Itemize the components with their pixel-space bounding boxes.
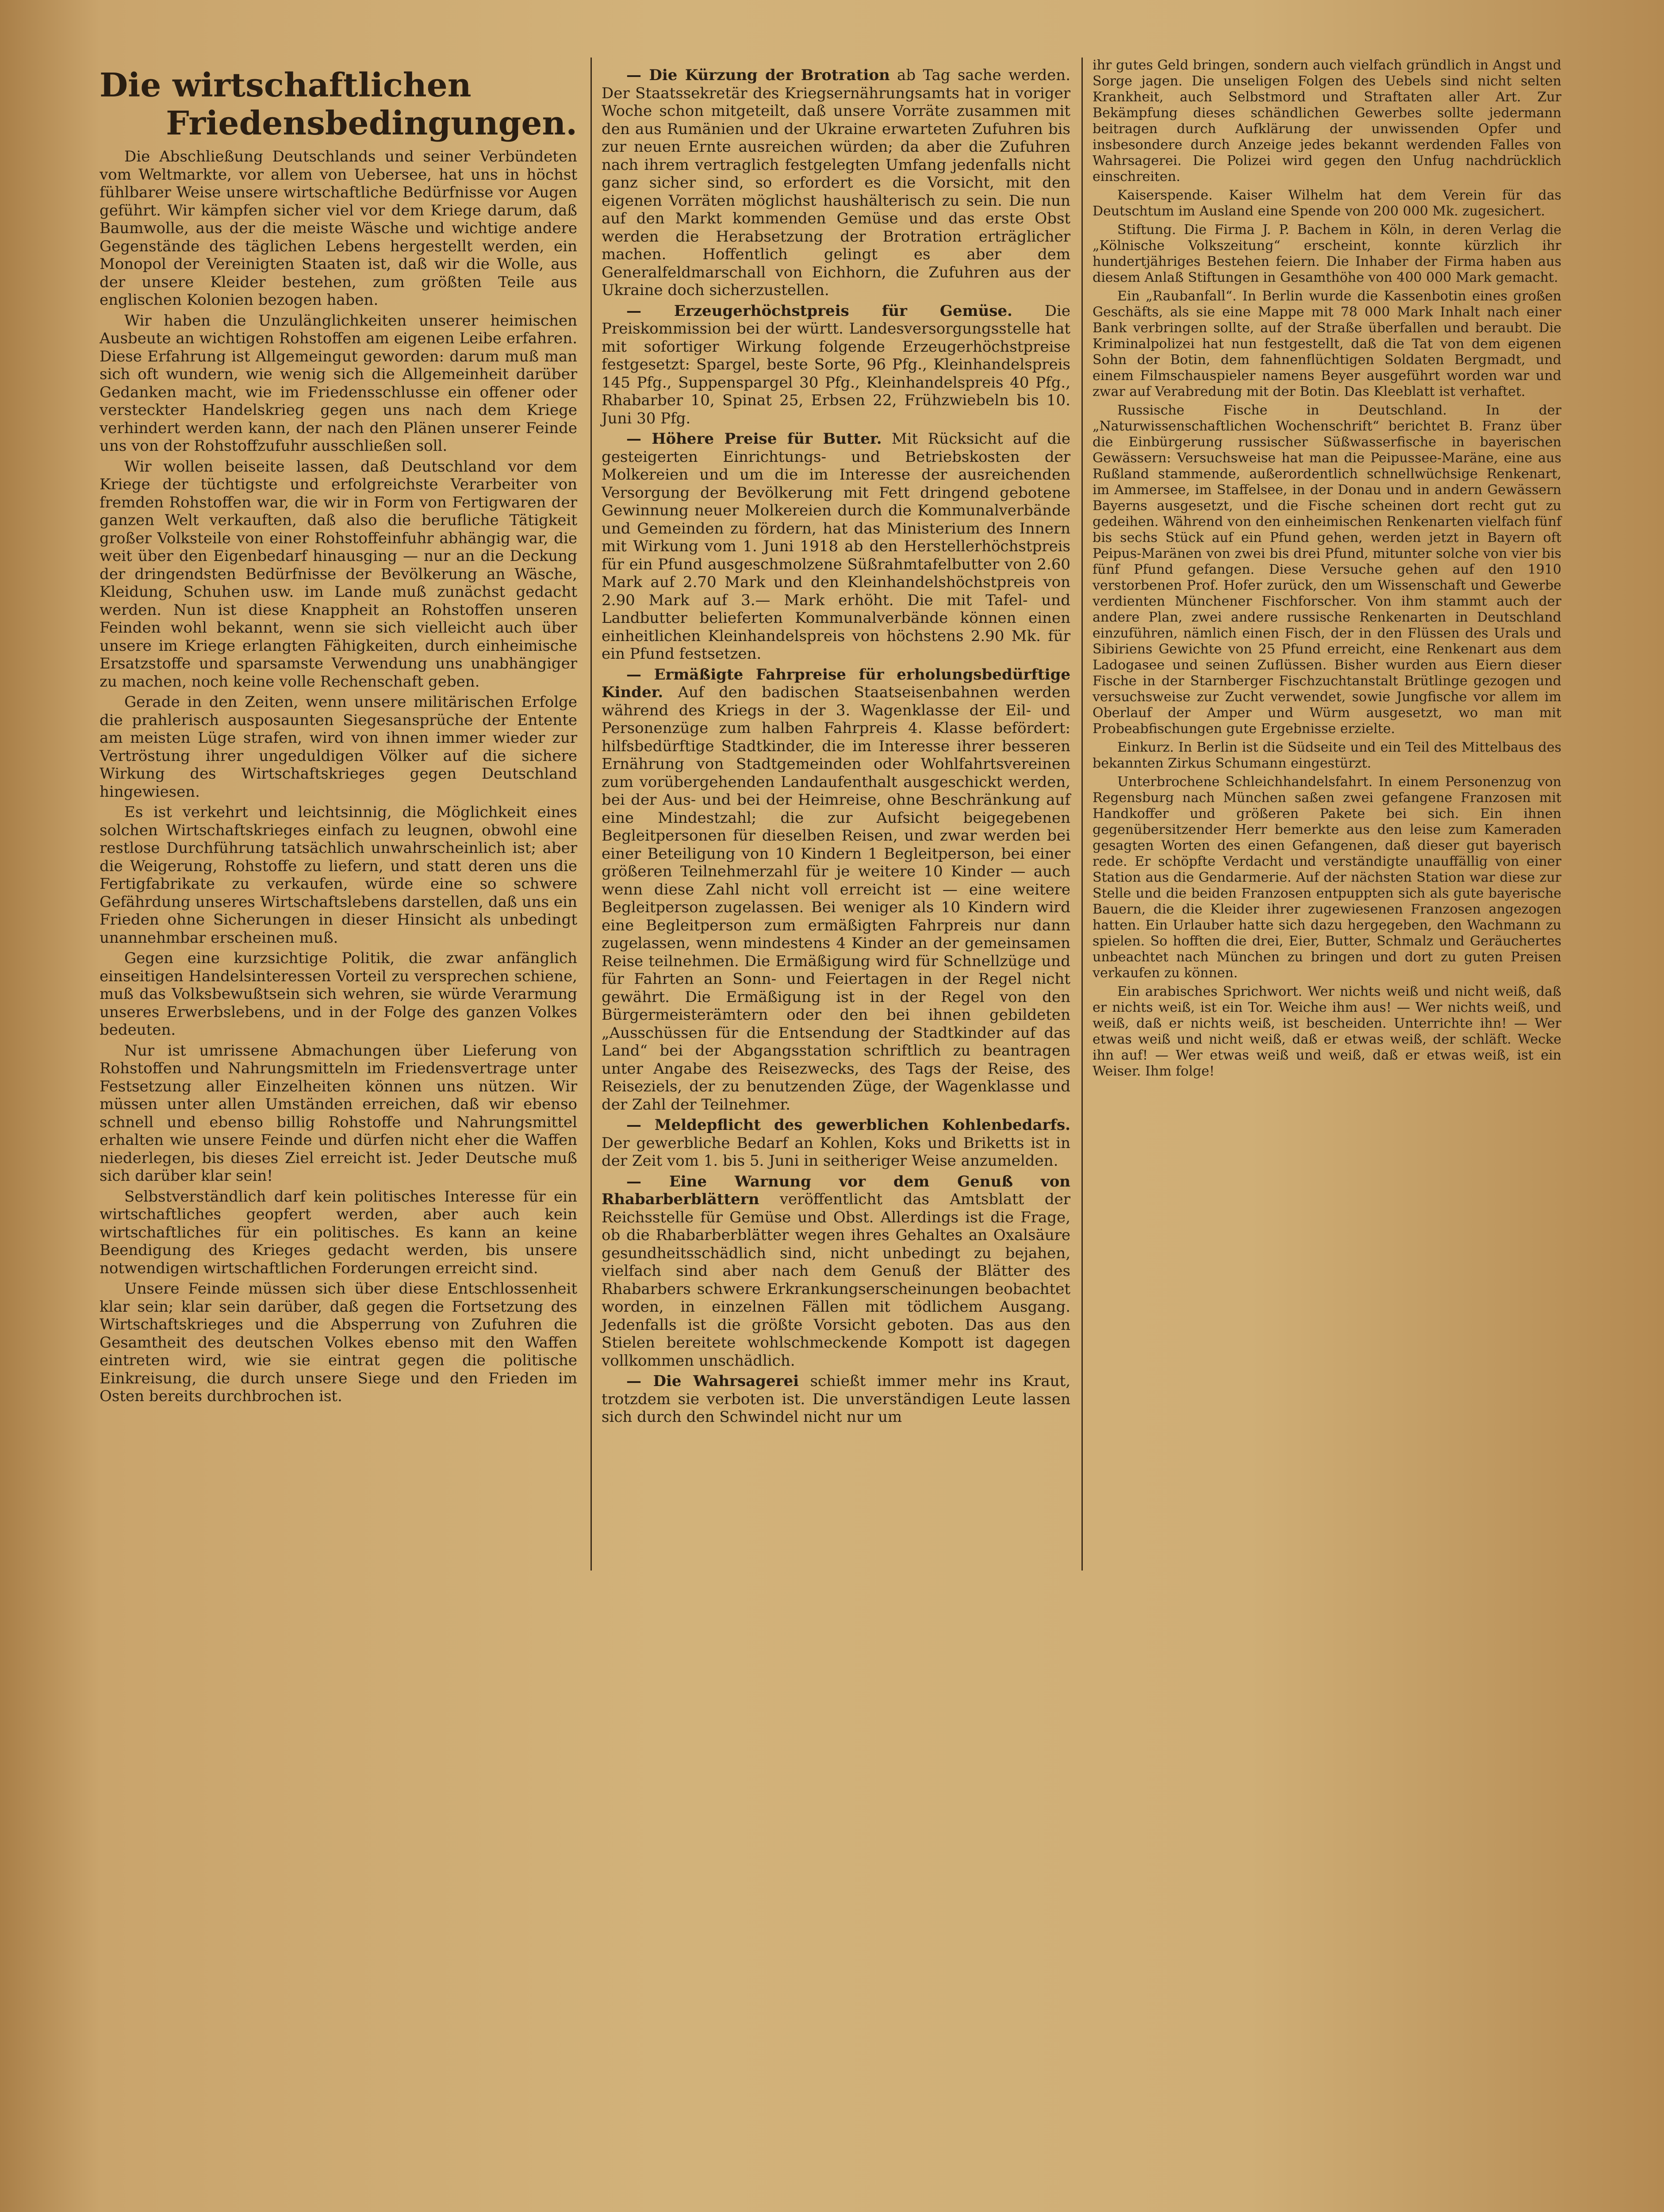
news-heading: — Erzeugerhöchstpreis für Gemüse. <box>626 302 1012 320</box>
local-news-column <box>602 66 1070 1566</box>
news-text: Der gewerbliche Bedarf an Kohlen, Koks und Briketts ist in der Zeit vom 1. bis 5. Juni in seitheriger Weise anzumelden. <box>602 1134 1070 1170</box>
paragraph: Stiftung. Die Firma J. P. Bachem in Köln, in deren Verlag die „Kölnische Volkszeitung“ erscheint, konnte kürzlich ihr hundertjähriges Bestehen feiern. Die Inhaber der Firma haben aus diesem Anlaß Stiftungen in Gesamthöhe von 400 000 Mark gemacht. <box>1093 222 1561 285</box>
title-line-2: Friedensbedingungen. <box>166 104 577 142</box>
miscellany-column <box>1093 58 1561 1079</box>
news-text: ab Tag sache werden. Der Staatssekretär des Kriegsernährungsamts hat in voriger Woche schon mitgeteilt, daß unsere Vorräte zusammen mit den aus Rumänien und der Ukraine erwarteten Zufuhren bis zur neuen Ernte ausreichen würden; da aber die Zufuhren nach ihrem vertraglich festgelegten Umfang jedenfalls nicht ganz sicher sind, so erfordert es die Vorsicht, mit den eigenen Vorräten möglichst haushälterisch zu sein. Die nun auf den Markt kommenden Gemüse und das erste Obst werden die Herabsetzung der Brotration erträglicher machen. Hoffentlich gelingt es aber dem Generalfeldmarschall von Eichhorn, die Zufuhren aus der Ukraine doch sicherzustellen. <box>602 66 1070 299</box>
news-item <box>602 1372 1070 1426</box>
news-heading: — Die Kürzung der Brotration <box>626 66 890 84</box>
paragraph: Russische Fische in Deutschland. In der „Naturwissenschaftlichen Wochenschrift“ berichtet B. Franz über die Einbürgerung russischer Süßwasserfische in bayerischen Gewässern: Versuchsweise hat man die Peipussee-Maräne, eine aus Rußland stammende, außerordentlich schnellwüchsige Renkenart, im Ammersee, im Staffelsee, in der Donau und in andern Gewässern Bayerns ausgesetzt, und die Fische scheinen dort recht gut zu gedeihen. Während von den einheimischen Renkenarten vielfach fünf bis sechs Stück auf ein Pfund gehen, werden jetzt in Bayern oft Peipus-Maränen von zwei bis drei Pfund, mitunter solche von vier bis fünf Pfund gefangen. Diese Versuche gehen auf den 1910 verstorbenen Prof. Hofer zurück, den um Wissenschaft und Gewerbe verdienten Münchener Fischforscher. Von ihm stammt auch der andere Plan, zwei andere russische Renkenarten in Deutschland einzuführen, nämlich einen Fisch, der in den Flüssen des Urals und Sibiriens Gewichte von 25 Pfund erreicht, eine Renkenart aus dem Ladogasee und seinen Zuflüssen. Bisher wurden aus Eiern dieser Fische in der Starnberger Fischzuchtanstalt Brütlinge gezogen und versuchsweise zur Zucht verwendet, sowie Jungfische vor allem im Oberlauf der Amper und Würm ausgesetzt, wo man mit Probeabfischungen gute Ergebnisse erzielte. <box>1093 403 1561 737</box>
article-wirtschaftliche-friedensbedingungen <box>100 66 577 1566</box>
news-item <box>602 1173 1070 1370</box>
paragraph: Selbstverständlich darf kein politisches Interesse für ein wirtschaftliches geopfert werden, aber auch kein wirtschaftliches für ein politisches. Es kann an keine Beendigung des Krieges gedacht werden, bis unsere notwendigen wirtschaftlichen Forderungen erreicht sind. <box>100 1187 577 1277</box>
paragraph: Gegen eine kurzsichtige Politik, die zwar anfänglich einseitigen Handelsinteressen Vorteil zu versprechen schiene, muß das Volksbewußtsein sich wehren, sie würde Verarmung unseres Erwerbslebens, und in der Folge des ganzen Volkes bedeuten. <box>100 949 577 1039</box>
paragraph: Wir wollen beiseite lassen, daß Deutschland vor dem Kriege der tüchtigste und erfolgreichste Verarbeiter von fremden Rohstoffen war, die wir in Form von Fertigwaren der ganzen Welt verkauften, daß also die berufliche Tätigkeit großer Volksteile von einer Rohstoffeinfuhr abhängig war, die weit über den Eigenbedarf hinausging — nur an die Deckung der dringendsten Bedürfnisse der Bevölkerung an Wäsche, Kleidung, Schuhen usw. im Lande muß zunächst gedacht werden. Nun ist diese Knappheit an Rohstoffen unseren Feinden wohl bekannt, wenn sie sich vielleicht auch über unsere im Kriege erlangten Fähigkeiten, durch einheimische Ersatzstoffe und sparsamste Verwendung uns unabhängiger zu machen, noch keine volle Rechenschaft geben. <box>100 457 577 691</box>
paragraph: Unterbrochene Schleichhandelsfahrt. In einem Personenzug von Regensburg nach München saßen zwei gefangene Franzosen mit Handkoffer und größeren Pakete bei sich. Ein ihnen gegenübersitzender Herr bemerkte aus den leise zum Kameraden gesagten Worten des einen Gefangenen, daß dieser gut bayerisch rede. Er schöpfte Verdacht und verständigte unauffällig von einer Station aus die Gendarmerie. Auf der nächsten Station war diese zur Stelle und die beiden Franzosen entpuppten sich als gute bayerische Bauern, die die Kleider ihrer zugewiesenen Franzosen angezogen hatten. Ein Urlauber hatte sich dazu hergegeben, den Wachmann zu spielen. So hofften die drei, Eier, Butter, Schmalz und Geräuchertes unbeachtet nach München zu bringen und dort zu guten Preisen verkaufen zu können. <box>1093 774 1561 981</box>
news-heading: — Ermäßigte Fahrpreise für erholungsbedürftige Kinder. <box>602 665 1070 701</box>
column-divider <box>1081 58 1083 1571</box>
article-title <box>100 66 577 142</box>
news-text: veröffentlicht das Amtsblatt der Reichsstelle für Gemüse und Obst. Allerdings ist die Frage, ob die Rhabarberblätter wegen ihres Gehaltes an Oxalsäure gesundheitsschädlich sind, nicht unbedingt zu bejahen, vielfach sind aber nach dem Genuß der Blätter des Rhabarbers schwere Erkrankungserscheinungen beobachtet worden, in einzelnen Fällen mit tödlichem Ausgang. Jedenfalls ist die größte Vorsicht geboten. Das aus den Stielen bereitete wohlschmeckende Kompott ist dagegen vollkommen unschädlich. <box>602 1190 1070 1370</box>
paragraph: ihr gutes Geld bringen, sondern auch vielfach gründlich in Angst und Sorge jagen. Die unseligen Folgen des Uebels sind nicht selten Krankheit, auch Selbstmord und Straftaten aller Art. Zur Bekämpfung dieses schändlichen Gewerbes sollte jedermann beitragen durch Aufklärung der unwissenden Opfer und insbesondere durch Anzeige jedes bekannt werdenden Falles von Wahrsagerei. Die Polizei wird gegen den Unfug nachdrücklich einschreiten. <box>1093 58 1561 184</box>
paragraph: Unsere Feinde müssen sich über diese Entschlossenheit klar sein; klar sein darüber, daß gegen die Fortsetzung des Wirtschaftskrieges und die Absperrung von Zufuhren die Gesamtheit des deutschen Volkes ebenso mit den Waffen eintreten wird, wie sie eintrat gegen die politische Einkreisung, die durch unsere Siege und den Frieden im Osten bereits durchbrochen ist. <box>100 1280 577 1405</box>
news-text: Mit Rücksicht auf die gesteigerten Einrichtungs- und Betriebskosten der Molkereien und um die im Interesse der ausreichenden Versorgung der Bevölkerung mit Fett dringend gebotene Gewinnung neuer Molkereien durch die Kommunalverbände und Gemeinden zu fördern, hat das Ministerium des Innern mit Wirkung vom 1. Juni 1918 ab den Herstellerhöchstpreis für ein Pfund ausgeschmolzene Süßrahmtafelbutter von 2.60 Mark auf 2.70 Mark und den Kleinhandelshöchstpreis von 2.90 Mark auf 3.— Mark erhöht. Die mit Tafel- und Landbutter belieferten Kommunalverbände können einen einheitlichen Kleinhandelspreis von höchstens 2.90 Mk. für ein Pfund festsetzen. <box>602 430 1070 663</box>
paragraph: Ein „Raubanfall“. In Berlin wurde die Kassenbotin eines großen Geschäfts, als sie eine Mappe mit 78 000 Mark Inhalt nach einer Bank verbringen sollte, auf der Straße überfallen und beraubt. Die Kriminalpolizei hat nun festgestellt, daß die Tat von dem eigenen Sohn der Botin, dem fahnenflüchtigen Soldaten Bergmadt, und einem Filmschauspieler namens Beyer ausgeführt worden war und zwar auf Verabredung mit der Botin. Das Kleeblatt ist verhaftet. <box>1093 288 1561 399</box>
paragraph: Wir haben die Unzulänglichkeiten unserer heimischen Ausbeute an wichtigen Rohstoffen am eigenen Leibe erfahren. Diese Erfahrung ist Allgemeingut geworden: darum muß man sich oft wundern, wie wenig sich die Allgemeinheit darüber Gedanken macht, wie im Friedensschlusse ein offener oder versteckter Handelskrieg gegen uns nach dem Kriege verhindert werden kann, der nach den Plänen unserer Feinde uns von der Rohstoffzufuhr ausschließen soll. <box>100 311 577 455</box>
news-heading: — Höhere Preise für Butter. <box>626 430 882 448</box>
news-heading: — Meldepflicht des gewerblichen Kohlenbedarfs. <box>626 1116 1070 1134</box>
paragraph: Nur ist umrissene Abmachungen über Lieferung von Rohstoffen und Nahrungsmitteln im Friedensvertrage unter Festsetzung aller Einzelheiten können uns nützen. Wir müssen unter allen Umständen erreichen, daß wir ebenso schnell und ebenso billig Rohstoffe und Nahrungsmittel erhalten wie unsere Feinde und dürfen nicht eher die Waffen niederlegen, bis dieses Ziel erreicht ist. Jeder Deutsche muß sich darüber klar sein! <box>100 1041 577 1185</box>
news-item <box>602 66 1070 300</box>
paragraph: Die Abschließung Deutschlands und seiner Verbündeten vom Weltmarkte, vor allem von Uebersee, hat uns in höchst fühlbarer Weise unsere wirtschaftliche Bedürfnisse vor Augen geführt. Wir kämpfen sicher viel vor dem Kriege darum, daß Baumwolle, aus der die meiste Wäsche und wichtige andere Gegenstände des täglichen Lebens hergestellt werden, ein Monopol der Vereinigten Staaten ist, daß wir die Wolle, aus der unsere Kleider bestehen, zum größten Teile aus englischen Kolonien bezogen haben. <box>100 148 577 309</box>
news-text: Auf den badischen Staatseisenbahnen werden während des Kriegs in der 3. Wagenklasse der Eil- und Personenzüge zum halben Fahrpreis 4. Klasse befördert: hilfsbedürftige Stadtkinder, die im Interesse ihrer besseren Ernährung von Stadtgemeinden oder Wohlfahrtsvereinen zum vorübergehenden Landaufenthalt ausgeschickt werden, bei der Aus- und bei der Heimreise, ohne Beschränkung auf eine Mindestzahl; die zur Aufsicht beigegebenen Begleitpersonen für dieselben Reisen, und zwar werden bei einer Beteiligung von 10 Kindern 1 Begleitperson, bei einer größeren Teilnehmerzahl für je weitere 10 Kinder — auch wenn diese Zahl nicht voll erreicht ist — eine weitere Begleitperson zugelassen. Bei weniger als 10 Kindern wird eine Begleitperson zum ermäßigten Fahrpreis nur dann zugelassen, wenn mindestens 4 Kinder an der gemeinsamen Reise teilnehmen. Die Ermäßigung wird für Schnellzüge und für Fahrten an Sonn- und Feiertagen in der Regel nicht gewährt. Die Ermäßigung ist in der Regel von den Bürgermeisterämtern oder den bei ihnen gebildeten „Ausschüssen für die Entsendung der Stadtkinder auf das Land“ bei der Abgangsstation schriftlich zu beantragen unter Angabe des Reisezwecks, des Tags der Reise, des Reiseziels, der zu benutzenden Züge, der Wagenklasse und der Zahl der Teilnehmer. <box>602 684 1070 1114</box>
news-item <box>602 666 1070 1114</box>
news-heading: — Eine Warnung vor dem Genuß von Rhabarberblättern <box>602 1172 1070 1208</box>
paragraph: Ein arabisches Sprichwort. Wer nichts weiß und nicht weiß, daß er nichts weiß, ist ein Tor. Weiche ihm aus! — Wer nichts weiß, und weiß, daß er nichts weiß, ist bescheiden. Unterrichte ihn! — Wer etwas weiß und nicht weiß, daß er etwas weiß, der schläft. Wecke ihn auf! — Wer etwas weiß und weiß, daß er etwas weiß, ist ein Weiser. Ihm folge! <box>1093 984 1561 1079</box>
news-item <box>602 1116 1070 1170</box>
paragraph: Einkurz. In Berlin ist die Südseite und ein Teil des Mittelbaus des bekannten Zirkus Schumann eingestürzt. <box>1093 740 1561 771</box>
news-text: schießt immer mehr ins Kraut, trotzdem sie verboten ist. Die unverständigen Leute lassen sich durch den Schwindel nicht nur um <box>602 1372 1070 1426</box>
paragraph: Es ist verkehrt und leichtsinnig, die Möglichkeit eines solchen Wirtschaftskrieges einfach zu leugnen, obwohl eine restlose Durchführung tatsächlich unwahrscheinlich ist; aber die Weigerung, Rohstoffe zu liefern, und statt deren uns die Fertigfabrikate zu verkaufen, würde eine so schwere Gefährdung unseres Wirtschaftslebens darstellen, daß uns ein Frieden ohne Sicherungen in dieser Hinsicht als unbedingt unannehmbar erscheinen muß. <box>100 803 577 947</box>
news-item <box>602 430 1070 663</box>
paragraph: Kaiserspende. Kaiser Wilhelm hat dem Verein für das Deutschtum im Ausland eine Spende von 200 000 Mk. zugesichert. <box>1093 188 1561 219</box>
news-text: Die Preiskommission bei der württ. Landesversorgungsstelle hat mit sofortiger Wirkung folgende Erzeugerhöchstpreise festgesetzt: Spargel, beste Sorte, 96 Pfg., Kleinhandelspreis 145 Pfg., Suppenspargel 30 Pfg., Kleinhandelspreis 40 Pfg., Rhabarber 10, Spinat 25, Erbsen 22, Frühzwiebeln bis 10. Juni 30 Pfg. <box>602 302 1071 427</box>
news-item <box>602 302 1070 428</box>
column-divider <box>590 58 592 1571</box>
title-line-1: Die wirtschaftlichen <box>100 66 472 104</box>
news-heading: — Die Wahrsagerei <box>626 1372 799 1390</box>
paragraph: Gerade in den Zeiten, wenn unsere militärischen Erfolge die prahlerisch ausposaunten Siegesansprüche der Entente am meisten Lüge strafen, wird von ihnen immer wieder zur Vertröstung ihrer ungeduldigen Völker auf die sichere Wirkung des Wirtschaftskrieges gegen Deutschland hingewiesen. <box>100 693 577 801</box>
